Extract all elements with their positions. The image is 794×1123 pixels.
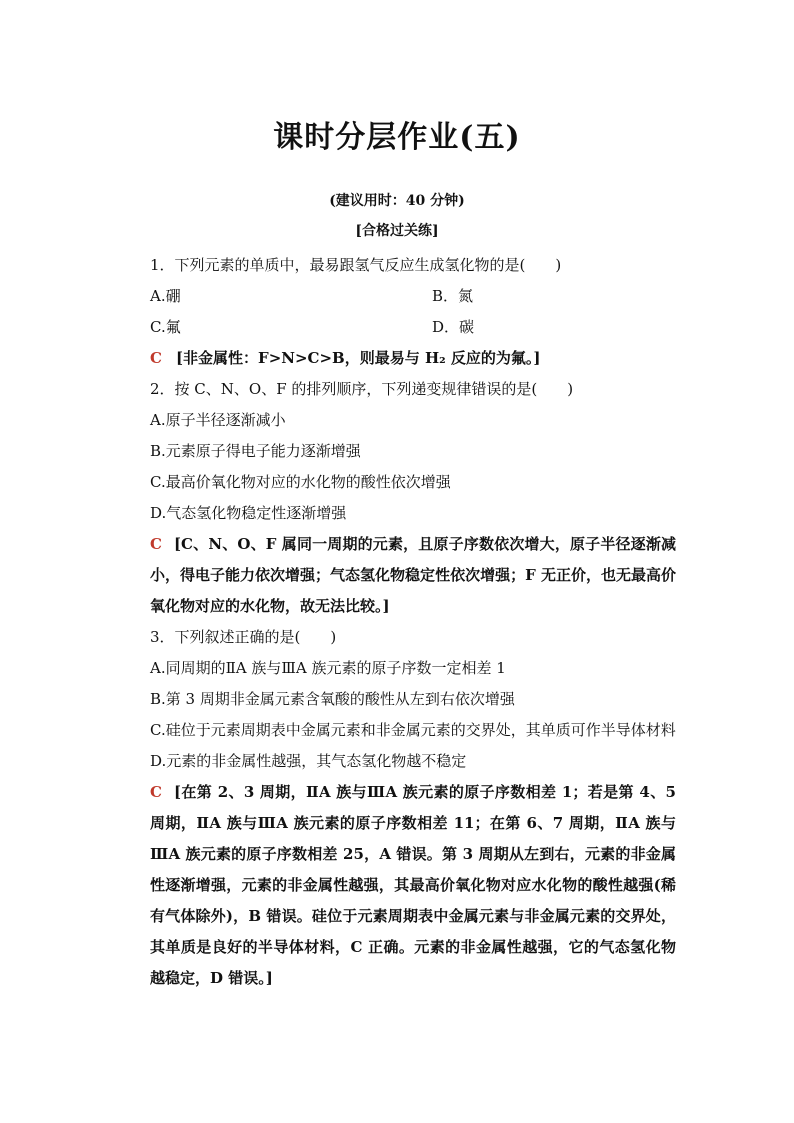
q1-answer: [120, 343, 676, 374]
q3-option-c: C.硅位于元素周期表中金属元素和非金属元素的交界处，其单质可作半导体材料: [150, 721, 676, 739]
q2-option-b: B.元素原子得电子能力逐渐增强: [150, 442, 361, 460]
q1-options-row2: [120, 312, 676, 343]
q3-option-a: A.同周期的ⅡA 族与ⅢA 族元素的原子序数一定相差 1: [150, 659, 506, 677]
q3-stem: 3．下列叙述正确的是( ): [150, 628, 337, 646]
q3-option-b: B.第 3 周期非金属元素含氧酸的酸性从左到右依次增强: [150, 690, 515, 708]
q1-option-d: D．碳: [432, 318, 475, 336]
q1-option-b: B．氮: [432, 287, 474, 305]
q3-option-d: D.元素的非金属性越强，其气态氢化物越不稳定: [150, 752, 467, 770]
q1-options-row1: [120, 281, 676, 312]
q2-option-c: C.最高价氧化物对应的水化物的酸性依次增强: [150, 473, 451, 491]
page-title: 课时分层作业(五): [273, 120, 521, 155]
q2-stem: 2．按 C、N、O、F 的排列顺序，下列递变规律错误的是( ): [150, 380, 574, 398]
q2-option-d: D.气态氢化物稳定性逐渐增强: [150, 504, 347, 522]
q3-answer-letter: C: [150, 783, 162, 801]
q1-stem: 1．下列元素的单质中，最易跟氢气反应生成氢化物的是( ): [150, 256, 562, 274]
q1-option-a: A.硼: [150, 287, 181, 305]
q2-answer-letter: C: [150, 535, 162, 553]
questions: [120, 250, 676, 994]
q2-explanation: [C、N、O、F 属同一周期的元素，且原子序数依次增大，原子半径逐渐减小，得电子能力依次增强；气态氢化物稳定性依次增强；F 无正价，也无最高价氧化物对应的水化物，故无法比较。]: [150, 535, 676, 615]
q2-answer: [120, 529, 676, 622]
q1-answer-letter: C: [150, 349, 162, 367]
q2-option-a: A.原子半径逐渐减小: [150, 411, 286, 429]
time-hint: (建议用时：40 分钟): [329, 193, 465, 209]
section-heading: [合格过关练]: [355, 223, 439, 239]
q3-answer: [120, 777, 676, 994]
q1-explanation: [非金属性：F>N>C>B，则最易与 H₂ 反应的为氟。]: [175, 349, 541, 367]
q1-option-c: C.氟: [150, 318, 181, 336]
q3-explanation: [在第 2、3 周期，ⅡA 族与ⅢA 族元素的原子序数相差 1；若是第 4、5 周期，ⅡA 族与ⅢA 族元素的原子序数相差 11；在第 6、7 周期，ⅡA 族与ⅢA 族元素的原子序数相差 25，A 错误。第 3 周期从左到右，元素的非金属性逐渐增强，元素的非金属性越强，其最高价氧化物对应水化物的酸性越强(稀有气体除外)，B 错误。硅位于元素周期表中金属元素与非金属元素的交界处，其单质是良好的半导体材料，C 正确。元素的非金属性越强，它的气态氢化物越稳定，D 错误。]: [150, 783, 676, 987]
